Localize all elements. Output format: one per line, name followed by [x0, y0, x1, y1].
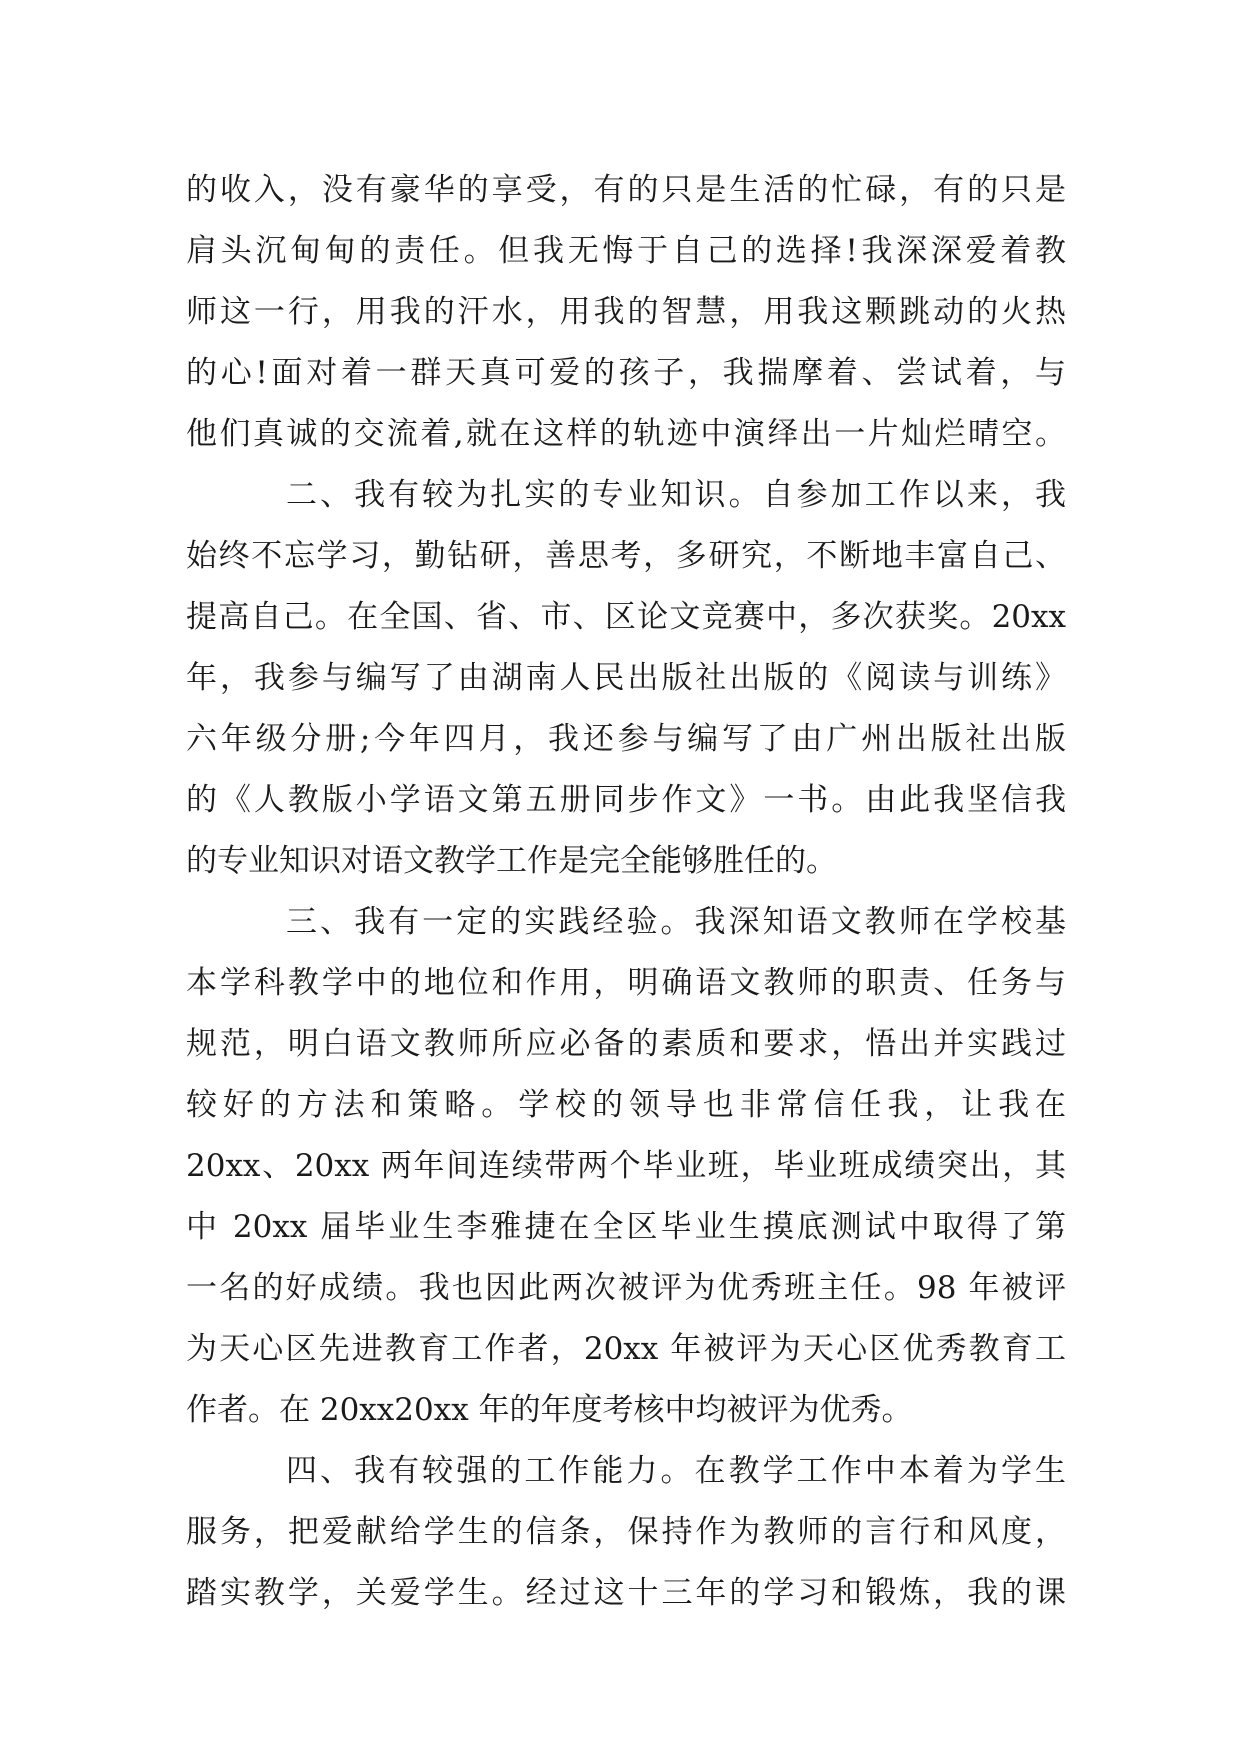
text-line: 规范，明白语文教师所应必备的素质和要求，悟出并实践过	[186, 1026, 1066, 1062]
text-line: 服务，把爱献给学生的信条，保持作为教师的言行和风度，	[186, 1514, 1066, 1550]
text-line: 中 20xx 届毕业生李雅捷在全区毕业生摸底测试中取得了第	[186, 1209, 1066, 1245]
text-line: 20xx、20xx 两年间连续带两个毕业班，毕业班成绩突出，其	[186, 1148, 1066, 1184]
paragraph-first-line: 二、我有较为扎实的专业知识。自参加工作以来，我	[286, 477, 1066, 513]
paragraph-last-line: 的专业知识对语文教学工作是完全能够胜任的。	[186, 843, 837, 879]
text-line: 的《人教版小学语文第五册同步作文》一书。由此我坚信我	[186, 782, 1066, 818]
text-line: 年，我参与编写了由湖南人民出版社出版的《阅读与训练》	[186, 660, 1066, 696]
paragraph-first-line: 四、我有较强的工作能力。在教学工作中本着为学生	[286, 1453, 1066, 1489]
text-line: 始终不忘学习，勤钻研，善思考，多研究，不断地丰富自己、	[186, 538, 1066, 574]
paragraph-last-line: 作者。在 20xx20xx 年的年度考核中均被评为优秀。	[186, 1392, 913, 1428]
text-line: 肩头沉甸甸的责任。但我无悔于自己的选择!我深深爱着教	[186, 233, 1066, 269]
text-line: 本学科教学中的地位和作用，明确语文教师的职责、任务与	[186, 965, 1066, 1001]
text-line: 的收入，没有豪华的享受，有的只是生活的忙碌，有的只是	[186, 172, 1066, 208]
text-line: 他们真诚的交流着,就在这样的轨迹中演绎出一片灿烂晴空。	[186, 416, 1066, 452]
text-line: 师这一行，用我的汗水，用我的智慧，用我这颗跳动的火热	[186, 294, 1066, 330]
text-line: 踏实教学，关爱学生。经过这十三年的学习和锻炼，我的课	[186, 1575, 1066, 1611]
text-line: 为天心区先进教育工作者，20xx 年被评为天心区优秀教育工	[186, 1331, 1066, 1367]
paragraph-first-line: 三、我有一定的实践经验。我深知语文教师在学校基	[286, 904, 1066, 940]
text-line: 较好的方法和策略。学校的领导也非常信任我，让我在	[186, 1087, 1066, 1123]
text-line: 六年级分册;今年四月，我还参与编写了由广州出版社出版	[186, 721, 1066, 757]
document-body	[186, 160, 1066, 1624]
text-line: 的心!面对着一群天真可爱的孩子，我揣摩着、尝试着，与	[186, 355, 1066, 391]
text-line: 提高自己。在全国、省、市、区论文竞赛中，多次获奖。20xx	[186, 599, 1066, 635]
text-line: 一名的好成绩。我也因此两次被评为优秀班主任。98 年被评	[186, 1270, 1066, 1306]
